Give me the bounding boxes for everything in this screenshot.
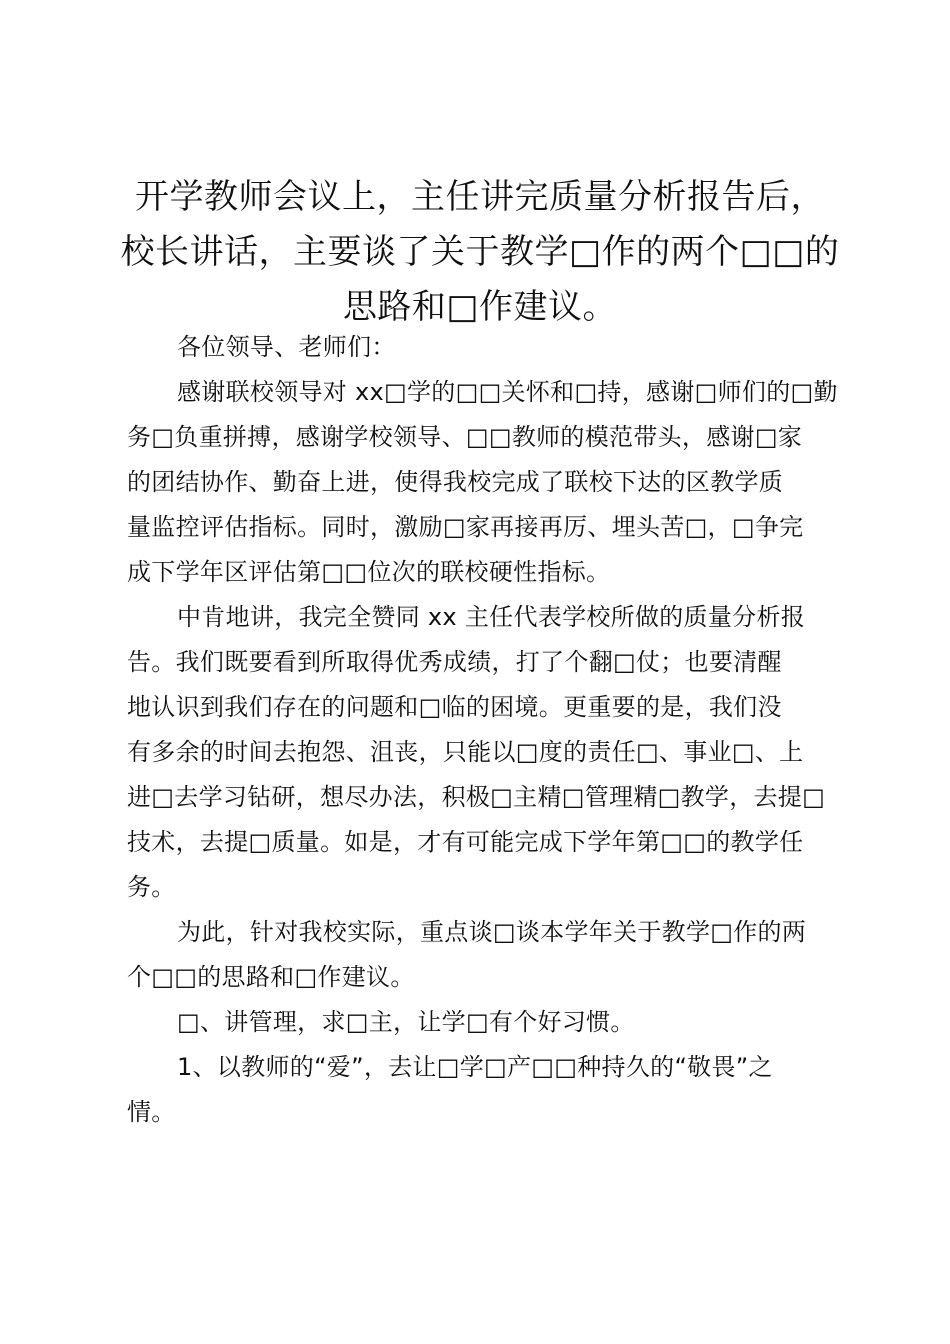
text-line: 地认识到我们存在的问题和□临的困境。更重要的是，我们没 <box>127 693 782 721</box>
document-title <box>110 170 850 335</box>
analysis-paragraph <box>127 595 837 910</box>
text-line: 中肯地讲，我完全赞同 xx 主任代表学校所做的质量分析报 <box>177 603 806 631</box>
title-line: 思路和□作建议。 <box>342 287 618 327</box>
focus-paragraph <box>127 910 837 1000</box>
text-line: 感谢联校领导对 xx□学的□□关怀和□持，感谢□师们的□勤 <box>177 378 838 406</box>
text-line: 进□去学习钻研，想尽办法，积极□主精□管理精□教学，去提□ <box>127 783 826 811</box>
text-line: 的团结协作、勤奋上进，使得我校完成了联校下达的区教学质 <box>127 468 784 496</box>
text-line: 情。 <box>127 1098 176 1126</box>
text-line: 成下学年区评估第□□位次的联校硬性指标。 <box>127 558 611 586</box>
title-line: 开学教师会议上，主任讲完质量分析报告后， <box>135 177 825 217</box>
text-line: 量监控评估指标。同时，激励□家再接再厉、埋头苦□，□争完 <box>127 513 804 541</box>
text-line: 技术，去提□质量。如是，才有可能完成下学年第□□的教学任 <box>127 828 804 856</box>
text-line: 为此，针对我校实际，重点谈□谈本学年关于教学□作的两 <box>177 918 807 946</box>
thanks-paragraph <box>127 370 837 595</box>
text-line: 个□□的思路和□作建议。 <box>127 963 415 991</box>
section-heading-paragraph <box>127 1000 837 1045</box>
title-line: 校长讲话，主要谈了关于教学□作的两个□□的 <box>120 232 840 272</box>
document-body <box>127 325 837 1135</box>
text-line: 各位领导、老师们： <box>177 333 396 361</box>
text-line: 告。我们既要看到所取得优秀成绩，打了个翻□仗；也要清醒 <box>127 648 782 676</box>
text-line: 务□负重拼搏，感谢学校领导、□□教师的模范带头，感谢□家 <box>127 423 803 451</box>
text-line: 1、以教师的“爱”，去让□学□产□□种持久的“敬畏”之 <box>177 1053 773 1081</box>
salutation-paragraph <box>127 325 837 370</box>
point-one-paragraph <box>127 1045 837 1135</box>
text-line: 有多余的时间去抱怨、沮丧，只能以□度的责任□、事业□、上 <box>127 738 804 766</box>
text-line: 务。 <box>127 873 176 901</box>
text-line: □、讲管理，求□主，让学□有个好习惯。 <box>177 1008 635 1036</box>
